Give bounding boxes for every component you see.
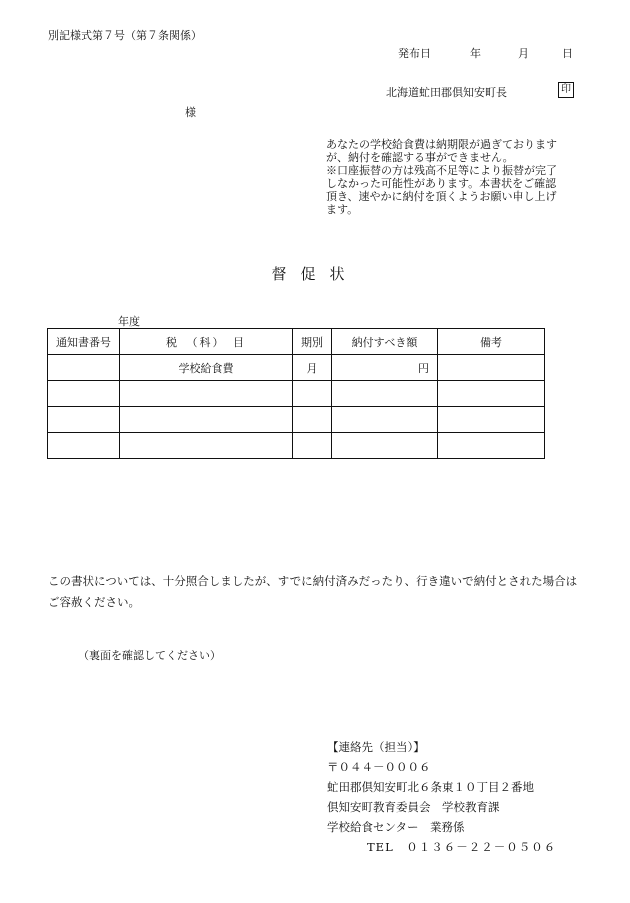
notice-line: あなたの学校給食費は納期限が過ぎております — [326, 138, 557, 151]
form-reference: 別記様式第７号（第７条関係） — [48, 29, 202, 42]
cell-empty — [332, 381, 438, 407]
cell-empty — [120, 433, 293, 459]
fiscal-year-label: 年度 — [118, 315, 140, 328]
cell-remarks — [438, 355, 545, 381]
notice-line: ます。 — [326, 203, 359, 216]
cell-period: 月 — [293, 355, 332, 381]
notice-line: ※口座振替の方は残高不足等により振替が完了 — [326, 164, 557, 177]
cell-subject: 学校給食費 — [120, 355, 293, 381]
issue-month-unit: 月 — [518, 47, 529, 60]
cell-amount: 円 — [332, 355, 438, 381]
disclaimer-text: この書状については、十分照合しましたが、すでに納付済みだったり、行き違いで納付とされた場合はご容赦ください。 — [48, 574, 578, 609]
notice-line: 頂き、速やかに納付を頂くようお願い申し上げ — [326, 190, 557, 203]
document-title: 督促状 — [271, 265, 359, 283]
issuer-name: 北海道虻田郡倶知安町長 — [386, 86, 507, 99]
col-notice-number: 通知書番号 — [48, 329, 120, 355]
table-row — [48, 381, 545, 407]
col-amount-due: 納付すべき額 — [332, 329, 438, 355]
contact-heading: 【連絡先（担当）】 — [327, 740, 425, 754]
contact-organization: 倶知安町教育委員会 学校教育課 — [327, 800, 500, 814]
cell-empty — [48, 381, 120, 407]
issue-year-unit: 年 — [470, 47, 481, 60]
table-row — [48, 407, 545, 433]
contact-postal-code: 〒０４４－０００６ — [327, 760, 431, 774]
contact-telephone: TEL ０１３６－２２－０５０６ — [367, 840, 557, 854]
col-remarks: 備考 — [438, 329, 545, 355]
cell-empty — [120, 407, 293, 433]
issue-date-label: 発布日 — [398, 47, 431, 60]
cell-empty — [438, 433, 545, 459]
seal-box: 印 — [558, 82, 574, 98]
issue-date-line — [398, 45, 573, 61]
cell-empty — [293, 407, 332, 433]
contact-block — [327, 737, 556, 857]
payment-table — [47, 328, 545, 459]
cell-empty — [293, 433, 332, 459]
col-period: 期別 — [293, 329, 332, 355]
back-side-note: （裏面を確認してください） — [78, 649, 221, 662]
notice-line: しなかった可能性があります。本書状をご確認 — [326, 177, 557, 190]
cell-notice-number — [48, 355, 120, 381]
table-row — [48, 355, 545, 381]
cell-empty — [293, 381, 332, 407]
overdue-notice — [326, 138, 576, 216]
cell-empty — [48, 407, 120, 433]
issue-day-unit: 日 — [562, 47, 573, 60]
cell-empty — [332, 433, 438, 459]
notice-line: が、納付を確認する事ができません。 — [326, 151, 514, 164]
table-header-row — [48, 329, 545, 355]
cell-empty — [438, 381, 545, 407]
cell-empty — [332, 407, 438, 433]
cell-empty — [438, 407, 545, 433]
cell-empty — [48, 433, 120, 459]
addressee-honorific: 様 — [185, 106, 196, 119]
cell-empty — [120, 381, 293, 407]
col-subject: 税 （科） 目 — [120, 329, 293, 355]
contact-address: 虻田郡倶知安町北６条東１０丁目２番地 — [327, 780, 534, 794]
contact-department: 学校給食センター 業務係 — [327, 820, 465, 834]
table-row — [48, 433, 545, 459]
